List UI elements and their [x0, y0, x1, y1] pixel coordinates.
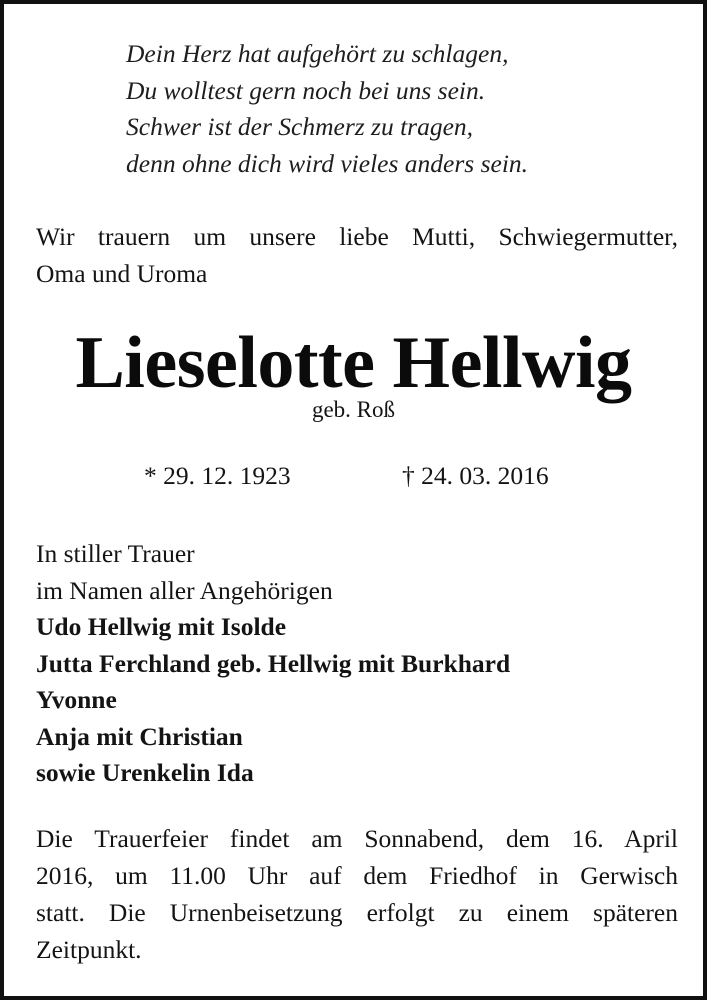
- mourner-name: Udo Hellwig mit Isolde: [36, 612, 287, 641]
- mourners-list: [36, 536, 510, 792]
- mourning-intro: [36, 218, 678, 292]
- mourners-intro-line: im Namen aller Angehörigen: [36, 575, 333, 605]
- mourner-name: sowie Urenkelin Ida: [36, 758, 254, 787]
- deceased-name: Lieselotte Hellwig: [75, 322, 632, 404]
- death-date: † 24. 03. 2016: [402, 461, 549, 490]
- mourners-intro-line: In stiller Trauer: [36, 539, 195, 568]
- funeral-line: 2016, um 11.00 Uhr auf dem Friedhof in Gerwisch: [36, 861, 678, 890]
- poem-line: Du wolltest gern noch bei uns sein.: [126, 75, 486, 105]
- poem-line: denn ohne dich wird vieles anders sein.: [126, 148, 529, 178]
- poem-line: Dein Herz hat aufgehört zu schlagen,: [126, 39, 509, 68]
- birth-name: geb. Roß: [311, 397, 396, 422]
- poem-line: Schwer ist der Schmerz zu tragen,: [126, 112, 474, 141]
- mourner-name: Yvonne: [36, 685, 117, 714]
- funeral-line: statt. Die Urnenbeisetzung erfolgt zu einem späteren: [36, 898, 678, 927]
- funeral-line: Die Trauerfeier findet am Sonnabend, dem 16. April: [36, 824, 678, 853]
- poem: [126, 36, 528, 182]
- intro-line: Wir trauern um unsere liebe Mutti, Schwiegermutter,: [36, 222, 678, 251]
- mourner-name: Anja mit Christian: [36, 721, 243, 751]
- intro-line: Oma und Uroma: [36, 259, 208, 288]
- birth-date: * 29. 12. 1923: [144, 461, 291, 490]
- funeral-notice: [36, 820, 678, 968]
- mourner-name: Jutta Ferchland geb. Hellwig mit Burkhard: [36, 648, 511, 678]
- funeral-line: Zeitpunkt.: [36, 935, 142, 964]
